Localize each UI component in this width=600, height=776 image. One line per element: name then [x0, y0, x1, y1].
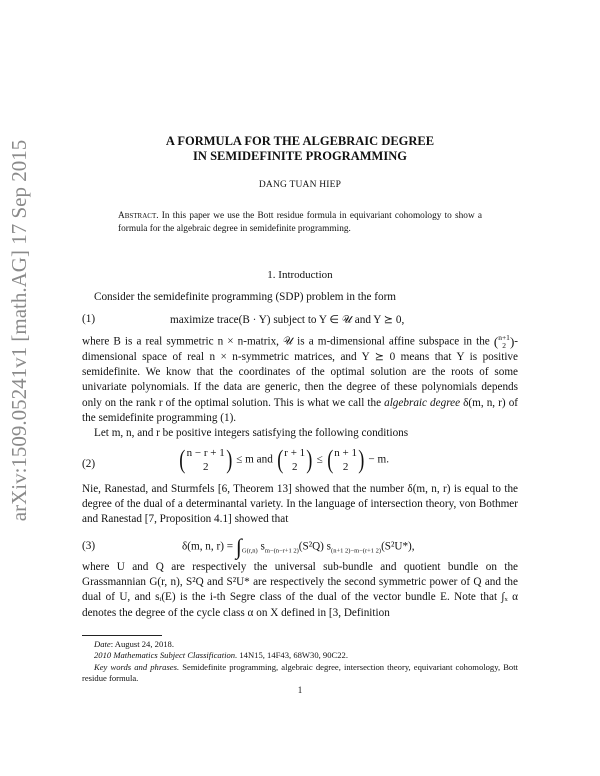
title-line-2: IN SEMIDEFINITE PROGRAMMING	[193, 149, 407, 163]
footnote-msc	[82, 650, 518, 661]
equation-3-lhs: δ(m, n, r) =	[182, 540, 234, 553]
footnote-date	[82, 639, 518, 650]
equation-3-body	[182, 534, 415, 560]
author: DANG TUAN HIEP	[258, 180, 342, 190]
msc-label: 2010 Mathematics Subject Classification.	[94, 650, 238, 661]
equation-2-tail: − m.	[368, 453, 390, 466]
binom-1-top: n − r + 1	[186, 447, 225, 459]
algebraic-degree-term: algebraic degree	[384, 396, 461, 409]
footnote-keywords	[82, 662, 518, 685]
definition-part-1: where B is a real symmetric n × n-matrix, 𝒰 is a m-dimensional affine subspace in the	[82, 335, 490, 348]
abstract-text: In this paper we use the Bott residue formula in equivariant cohomology to show a formula for the algebraic degree in semidefinite programming.	[118, 211, 482, 234]
integral-sign: ∫	[235, 534, 242, 559]
segre-symbol-1: s	[260, 540, 265, 553]
abstract-label: Abstract.	[118, 211, 159, 221]
arxiv-stamp	[4, 100, 36, 560]
segre-subscript-2: (n+1 2)−m−(r+1 2)	[331, 547, 382, 555]
binom-bottom: 2	[502, 341, 506, 350]
relation-2: ≤	[316, 453, 323, 466]
relation-1: ≤ m and	[236, 453, 273, 466]
paper-title	[82, 134, 518, 164]
equation-3-mid: (S²Q)	[298, 540, 324, 553]
equation-1-number: (1)	[82, 313, 96, 325]
section-heading	[82, 269, 518, 281]
binomial-2: ( r + 1 2 )	[276, 445, 313, 474]
abstract	[118, 210, 482, 235]
binom-1-bottom: 2	[202, 461, 209, 473]
keywords-label: Key words and phrases.	[94, 661, 180, 672]
equation-3-number: (3)	[82, 540, 96, 552]
integral-subscript: G(r,n)	[241, 547, 258, 555]
title-line-1: A FORMULA FOR THE ALGEBRAIC DEGREE	[165, 134, 435, 148]
page-number: 1	[297, 685, 303, 695]
binom-3-top: n + 1	[334, 447, 357, 459]
binom-top: n+1	[498, 333, 510, 342]
paragraph-final: where U and Q are respectively the universal sub-bundle and quotient bundle on the Grassmannian G(r, n), S²Q and S²U* are respectively the second symmetric power of Q and the dual of U, and sᵢ(E) is the i-th Segre class of the dual of the vector bundle E. Note that ∫ₓ α denotes the degree of the cycle class α on X defined in [3, Definition	[82, 561, 518, 619]
arxiv-identifier: arXiv:1509.05241v1 [math.AG] 17 Sep 2015	[7, 139, 32, 521]
segre-subscript-1: m−(n−r+1 2)	[264, 547, 299, 555]
date-value: : August 24, 2018.	[110, 639, 174, 649]
footnotes	[82, 639, 518, 685]
equation-3-end: (S²U*),	[381, 540, 415, 553]
definition-part-3: δ(m, n, r) of the semidefinite programming (1).	[82, 396, 519, 424]
segre-symbol-2: s	[326, 540, 332, 553]
paragraph-definition	[82, 334, 518, 426]
binom-3-bottom: 2	[342, 461, 349, 473]
msc-value: 14N15, 14F43, 68W30, 90C22.	[237, 650, 348, 661]
equation-2-body	[178, 446, 389, 474]
date-label: Date	[94, 639, 111, 649]
paragraph-nie: Nie, Ranestad, and Sturmfels [6, Theorem 13] showed that the number δ(m, n, r) is equal to the degree of the dual of a determinantal variety. In the language of intersection theory, von Bothmer and Ranestad [7, Proposition 4.1] showed that	[82, 483, 518, 526]
binomial-3: ( n + 1 2 )	[326, 445, 365, 474]
let-sentence: Let m, n, and r be positive integers satisfying the following conditions	[94, 427, 409, 439]
definition-part-2: -dimensional space of real n × n-symmetric matrices, and Y ⪰ 0 means that Y is positive semidefinite. We know that the coordinates of the optimal solution are the roots of some univariate polynomials. If the data are generic, then the degree of these polynomials depends only on the rank r of the optimal solution. This is what we call the	[82, 335, 519, 409]
footnote-rule	[82, 635, 162, 636]
binomial-1: ( n − r + 1 2 )	[179, 445, 233, 474]
equation-2	[82, 446, 518, 482]
section-title: 1. Introduction	[267, 269, 333, 281]
equation-2-number: (2)	[82, 458, 96, 470]
equation-1-body: maximize trace(B · Y) subject to Y ∈ 𝒰 and Y ⪰ 0,	[170, 314, 405, 326]
intro-sentence: Consider the semidefinite programming (SDP) problem in the form	[94, 291, 397, 303]
binom-2-top: r + 1	[284, 447, 306, 459]
binom-2-bottom: 2	[291, 461, 298, 473]
keywords-value: Semidefinite programming, algebraic degree, intersection theory, equivariant cohomology, Bott residue formula.	[82, 661, 519, 684]
binomial-inline: ( n+1 2 )	[493, 333, 515, 350]
